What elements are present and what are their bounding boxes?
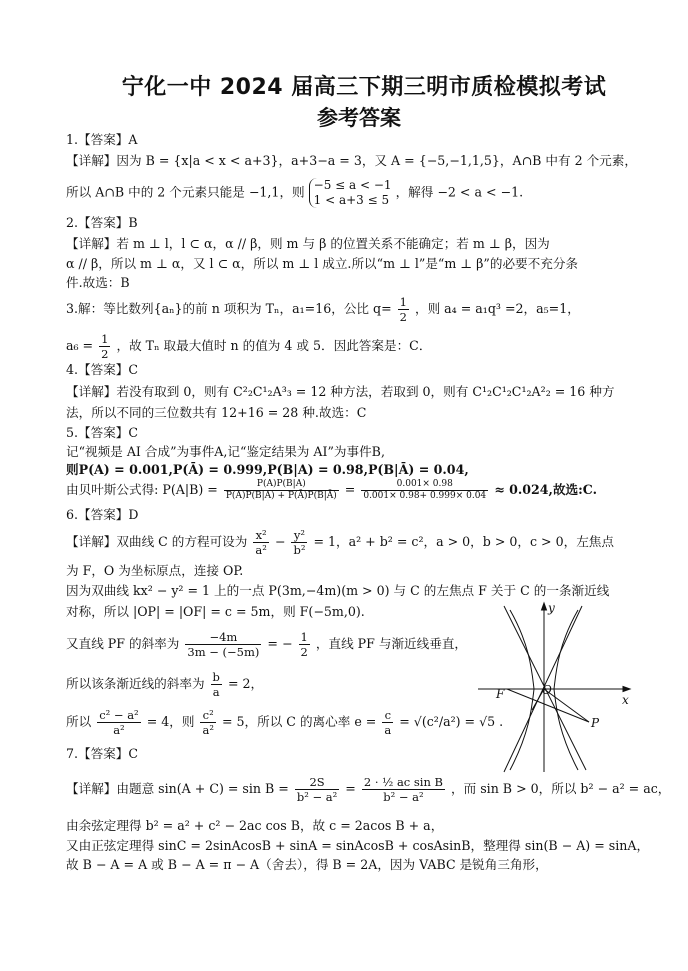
text-segment: ≈ 0.024,故选:C. (494, 482, 597, 497)
numerator: b (212, 670, 220, 684)
answer-2-detail-3: 件.故选：B (66, 275, 130, 290)
answer-2-detail-1: 【详解】若 m ⊥ l，l ⊂ α，α // β，则 m 与 β 的位置关系不能确定；若 m ⊥ β，因为 (66, 236, 550, 251)
point-O-label: O (542, 683, 552, 697)
point-F-label: F (496, 687, 505, 701)
denominator: 2 (300, 645, 308, 659)
answer-6-line-6 (66, 670, 263, 699)
text-segment: 所以 (66, 714, 92, 729)
text-segment: ，解得 −2 < a < −1. (395, 184, 524, 200)
point-P-label: P (591, 716, 600, 730)
denominator: 0.001× 0.98+ 0.999× 0.04 (363, 491, 487, 501)
answer-7-heading: 7.【答案】C (66, 746, 139, 761)
text-segment: = (344, 482, 356, 497)
text-segment: 【详解】由题意 sin(A + C) = sin B = (66, 781, 289, 796)
numerator: y² (291, 528, 307, 543)
denominator: a² (202, 723, 214, 737)
denominator: 3m − (−5m) (187, 645, 260, 659)
text-segment: 3.解：等比数列{aₙ}的前 n 项积为 Tₙ，a₁=16，公比 q= (66, 301, 392, 316)
fraction (211, 670, 222, 699)
text-segment: ，而 sin B > 0，所以 b² − a² = ac， (451, 781, 671, 796)
text-segment: = (345, 781, 356, 796)
text-segment: 又直线 PF 的斜率为 (66, 636, 180, 651)
text-segment: 由贝叶斯公式得: P(A|B) = (66, 482, 218, 497)
answer-6-heading: 6.【答案】D (66, 507, 139, 522)
numerator: P(A)P(B|A) (224, 479, 339, 491)
text-segment: = 2， (227, 676, 264, 691)
answer-4-detail-1: 【详解】若没有取到 0，则有 C²₂C¹₂A³₃ = 12 种方法，若取到 0，则有 C¹₂C¹₂C¹₂A²₂ = 16 种方 (66, 384, 615, 399)
document-subtitle: 参考答案 (317, 106, 401, 130)
text-segment: ，则 a₄ = a₁q³ =2，a₅=1， (414, 301, 580, 316)
answer-6-line-7 (66, 708, 503, 737)
answer-2-detail-2: α // β，所以 m ⊥ α，又 l ⊂ α，所以 m ⊥ l 成立.所以“m ⊥ l”是“m ⊥ β”的必要不充分条 (66, 256, 579, 271)
text-segment: = √(c²/a²) = √5 . (399, 714, 504, 729)
answer-1-detail: 【详解】因为 B = {x|a < x < a+3}，a+3−a = 3，又 A = {−5,−1,1,5}，A∩B 中有 2 个元素， (66, 153, 637, 168)
text-segment: ，直线 PF 与渐近线垂直， (315, 636, 468, 651)
numerator: c² − a² (99, 708, 139, 722)
answer-7-line-2: 由余弦定理得 b² = a² + c² − 2ac cos B，故 c = 2acos B + a， (66, 818, 444, 833)
fraction (224, 479, 339, 502)
numerator: 1 (101, 332, 109, 346)
answer-6-line-1 (66, 528, 614, 557)
answer-2-heading: 2.【答案】B (66, 215, 138, 230)
answer-6-line-5 (66, 630, 467, 659)
answer-7-line-3: 又由正弦定理得 sinC = 2sinAcosB + sinA = sinAcosB + cosAsinB，整理得 sin(B − A) = sinA， (66, 838, 650, 853)
fraction (200, 708, 215, 737)
text-segment: a₆ = (66, 338, 94, 353)
text-segment: ，故 Tₙ 取最大值时 n 的值为 4 或 5．因此答案是：C． (116, 338, 432, 353)
answer-7-line-4: 故 B − A = A 或 B − A = π − A（舍去），得 B = 2A，因为 VABC 是锐角三角形， (66, 857, 548, 872)
answer-1-conclusion (66, 178, 523, 208)
fraction (253, 528, 268, 557)
numerator: 2 · ½ ac sin B (363, 775, 443, 789)
answer-3-line-1 (66, 295, 580, 324)
numerator: −4m (185, 630, 261, 645)
numerator: 0.001× 0.98 (361, 479, 488, 491)
answer-4-detail-2: 法，所以不同的三位数共有 12+16 = 28 种.故选：C (66, 405, 367, 420)
text-segment: = − (267, 636, 293, 651)
x-axis-arrow (623, 687, 630, 692)
x-axis-label: x (622, 693, 629, 707)
numerator: c² (200, 708, 215, 723)
denominator: 2 (101, 347, 109, 361)
numerator: 1 (399, 295, 407, 309)
denominator: b² (293, 543, 306, 557)
denominator: a² (255, 543, 267, 557)
fraction (291, 528, 307, 557)
answer-6-line-2: 为 F，O 为坐标原点，连接 OP. (66, 563, 244, 578)
answer-1-heading: 1.【答案】A (66, 132, 138, 147)
denominator: b² − a² (296, 790, 338, 804)
text-segment: − (274, 534, 286, 549)
inequality-2: 1 < a+3 ≤ 5 (313, 193, 390, 207)
fraction (97, 708, 140, 737)
answer-5-line-2: 则P(A) = 0.001,P(Ā) = 0.999,P(B|A) = 0.98,P(B|Ā) = 0.04, (66, 462, 469, 477)
inequality-1: −5 ≤ a < −1 (313, 178, 392, 192)
answer-5-line-1: 记“视频是 AI 合成”为事件A,记“鉴定结果为 AI”为事件B, (66, 444, 385, 459)
fraction (361, 479, 488, 502)
hyperbola-left-branch (510, 610, 534, 770)
denominator: a² (113, 723, 125, 737)
document-title: 宁化一中 2024 届高三下期三明市质检模拟考试 (121, 75, 607, 100)
denominator: 2 (399, 310, 407, 324)
answer-4-heading: 4.【答案】C (66, 362, 139, 377)
inequality-system (309, 178, 392, 208)
text-segment: 所以该条渐近线的斜率为 (66, 676, 205, 691)
fraction (382, 708, 393, 737)
denominator: a (384, 723, 392, 737)
numerator: 2S (295, 775, 339, 790)
text-segment: 【详解】双曲线 C 的方程可设为 (66, 534, 248, 549)
numerator: x² (253, 528, 268, 543)
fraction (295, 775, 339, 804)
answer-3-line-2 (66, 332, 431, 361)
answer-5-heading: 5.【答案】C (66, 425, 139, 440)
answer-5-line-3 (66, 479, 597, 502)
answer-6-line-4: 对称，所以 |OP| = |OF| = c = 5m，则 F(−5m,0). (66, 604, 365, 619)
text-segment: = 4，则 (146, 714, 195, 729)
text-segment: 所以 A∩B 中的 2 个元素只能是 −1,1，则 (66, 184, 305, 200)
y-axis-label: y (548, 601, 555, 615)
text-segment: = 5，所以 C 的离心率 e = (221, 714, 377, 729)
numerator: 1 (300, 630, 308, 644)
denominator: b² − a² (383, 790, 424, 804)
fraction (99, 332, 110, 361)
text-segment: = 1，a² + b² = c²，a > 0，b > 0，c > 0，左焦点 (313, 534, 614, 549)
numerator: c (382, 708, 393, 723)
hyperbola-figure (474, 600, 636, 776)
fraction (398, 295, 409, 324)
fraction (185, 630, 261, 659)
answer-7-line-1 (66, 775, 670, 804)
y-axis-arrow (542, 603, 547, 610)
fraction (299, 630, 310, 659)
answer-6-line-3: 因为双曲线 kx² − y² = 1 上的一点 P(3m,−4m)(m > 0) 与 C 的左焦点 F 关于 C 的一条渐近线 (66, 583, 610, 598)
denominator: a (212, 685, 220, 699)
denominator: P(A)P(B|A) + P(Ā)P(B|Ā) (225, 491, 337, 501)
fraction (362, 775, 445, 804)
